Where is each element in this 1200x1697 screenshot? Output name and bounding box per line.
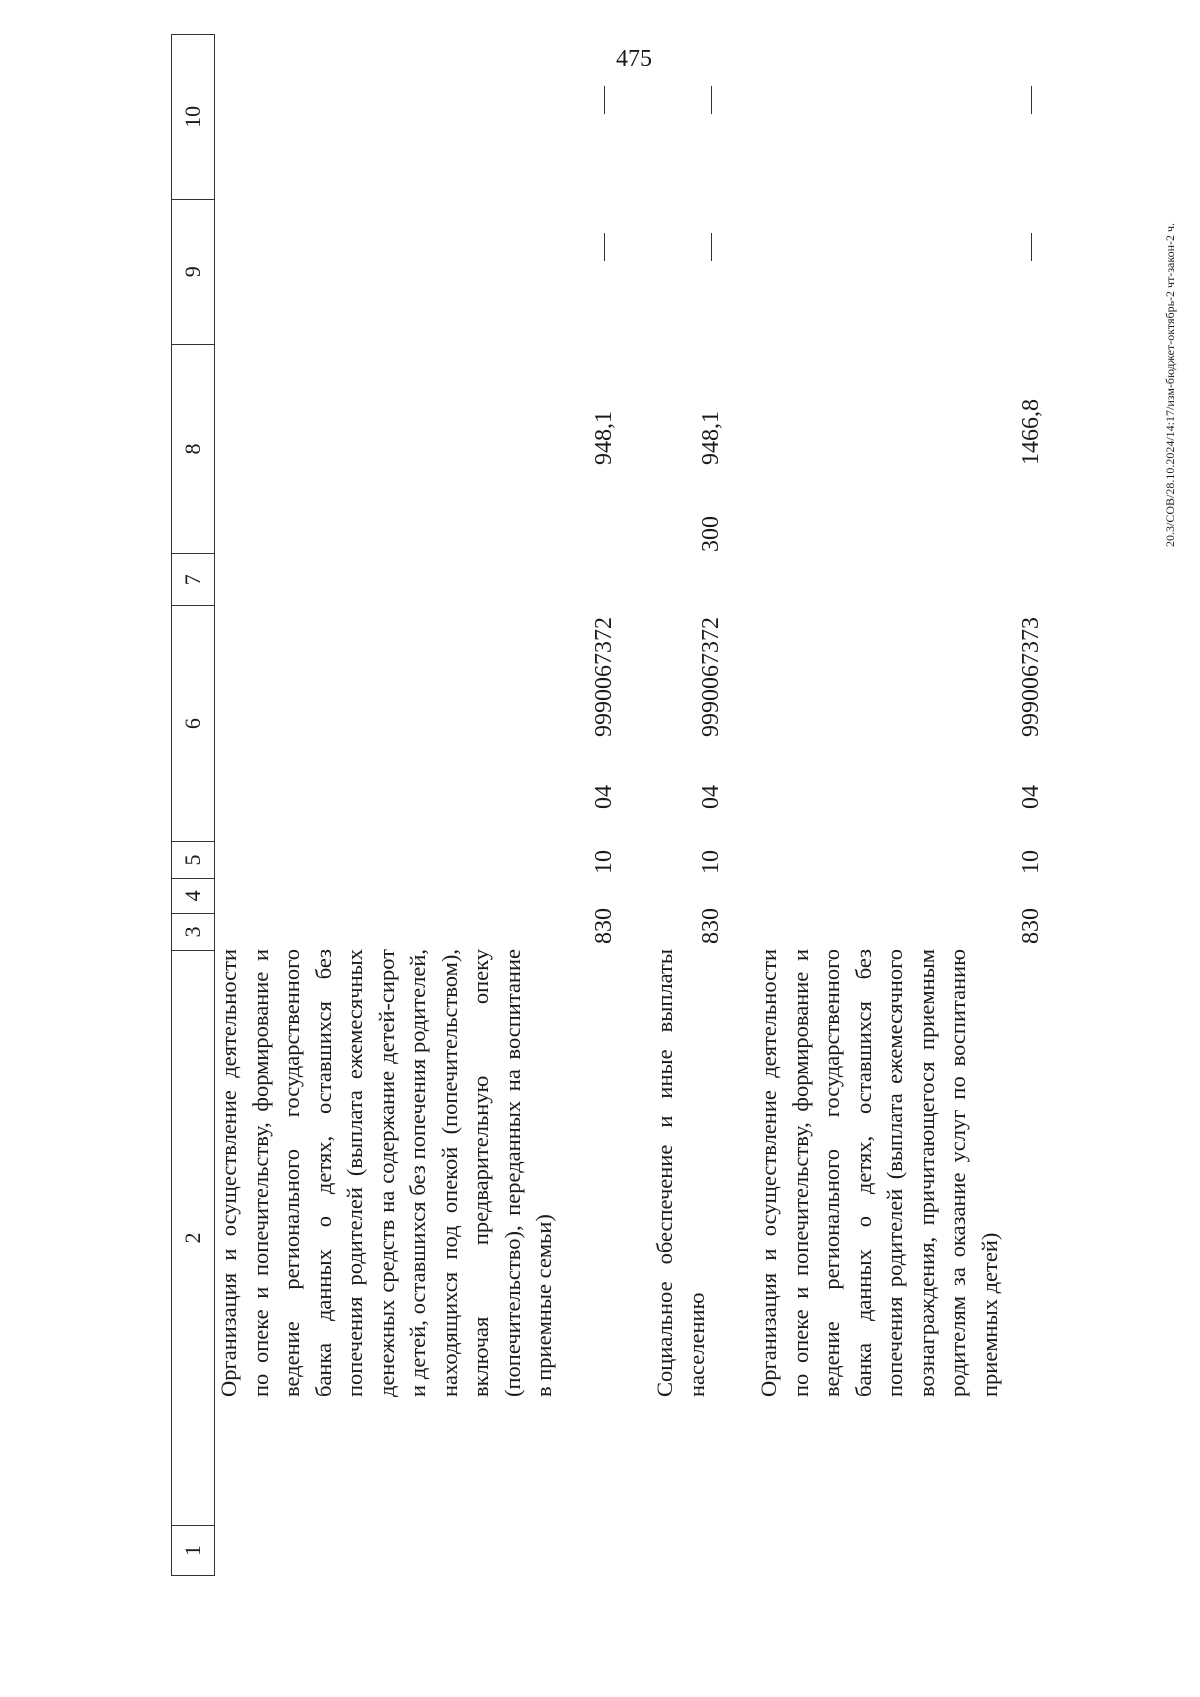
row-2-col-4: 10: [698, 850, 724, 874]
row-3-col-10-dash: [1031, 86, 1032, 114]
row-3-col-9-dash: [1031, 233, 1032, 261]
row-2-col-5: 04: [698, 785, 724, 809]
row-2-col-10-dash: [711, 86, 712, 114]
header-col-8: 8: [172, 344, 214, 554]
header-col-5: 5: [172, 841, 214, 878]
row-1-col-10-dash: [604, 86, 605, 114]
row-3-col-4: 10: [1018, 850, 1044, 874]
header-col-7: 7: [172, 553, 214, 605]
row-2-col-9-dash: [711, 233, 712, 261]
row-2-description: Социальное обеспечение и иные выплаты населению: [652, 949, 709, 1397]
row-2-col-6: 9990067372: [698, 617, 724, 737]
header-col-6: 6: [172, 605, 214, 841]
row-1-col-6: 9990067372: [591, 617, 617, 737]
row-3-description: Организация и осуществление деятельности по опеке и попечительству, формирование и ведение регионального государственного банка данных о детях, оставшихся без попечения родителей (выплата ежемесячного вознаграждения, причитающегося приемным родителям за оказание услуг по воспитанию приемных детей): [756, 949, 1002, 1397]
row-1-col-9-dash: [604, 233, 605, 261]
row-1-col-5: 04: [591, 785, 617, 809]
row-3-col-6: 9990067373: [1018, 617, 1044, 737]
table-header-row: [171, 34, 215, 1576]
header-col-3: 3: [172, 913, 214, 950]
page-number: 475: [616, 46, 652, 72]
header-col-4: 4: [172, 878, 214, 913]
row-2-col-7: 300: [698, 516, 724, 552]
footer-document-code: 20.3/СОВ/28.10.2024/14:17/изм-бюджет-октябрь-2 чт-закон-2 ч.: [1163, 222, 1177, 547]
header-col-9: 9: [172, 199, 214, 344]
header-col-10: 10: [180, 105, 205, 128]
row-1-col-8: 948,1: [591, 411, 617, 465]
row-2-col-3: 830: [698, 908, 724, 944]
row-1-col-3: 830: [591, 908, 617, 944]
row-3-col-5: 04: [1018, 785, 1044, 809]
row-1-description: Организация и осуществление деятельности по опеке и попечительству, формирование и ведение регионального государственного банка данных о детях, оставшихся без попечения родителей (выплата ежемесячных денежных средств на содержание детей-сирот и детей, оставшихся без попечения родителей, находящихся под опекой (попечительством), включая предварительную опеку (попечительство), переданных на воспитание в приемные семьи): [216, 949, 556, 1397]
row-1-col-4: 10: [591, 850, 617, 874]
row-3-col-3: 830: [1018, 908, 1044, 944]
row-2-col-8: 948,1: [698, 411, 724, 465]
header-col-1: 1: [172, 1525, 214, 1575]
header-col-2: 2: [172, 950, 214, 1525]
row-3-col-8: 1466,8: [1018, 399, 1044, 465]
